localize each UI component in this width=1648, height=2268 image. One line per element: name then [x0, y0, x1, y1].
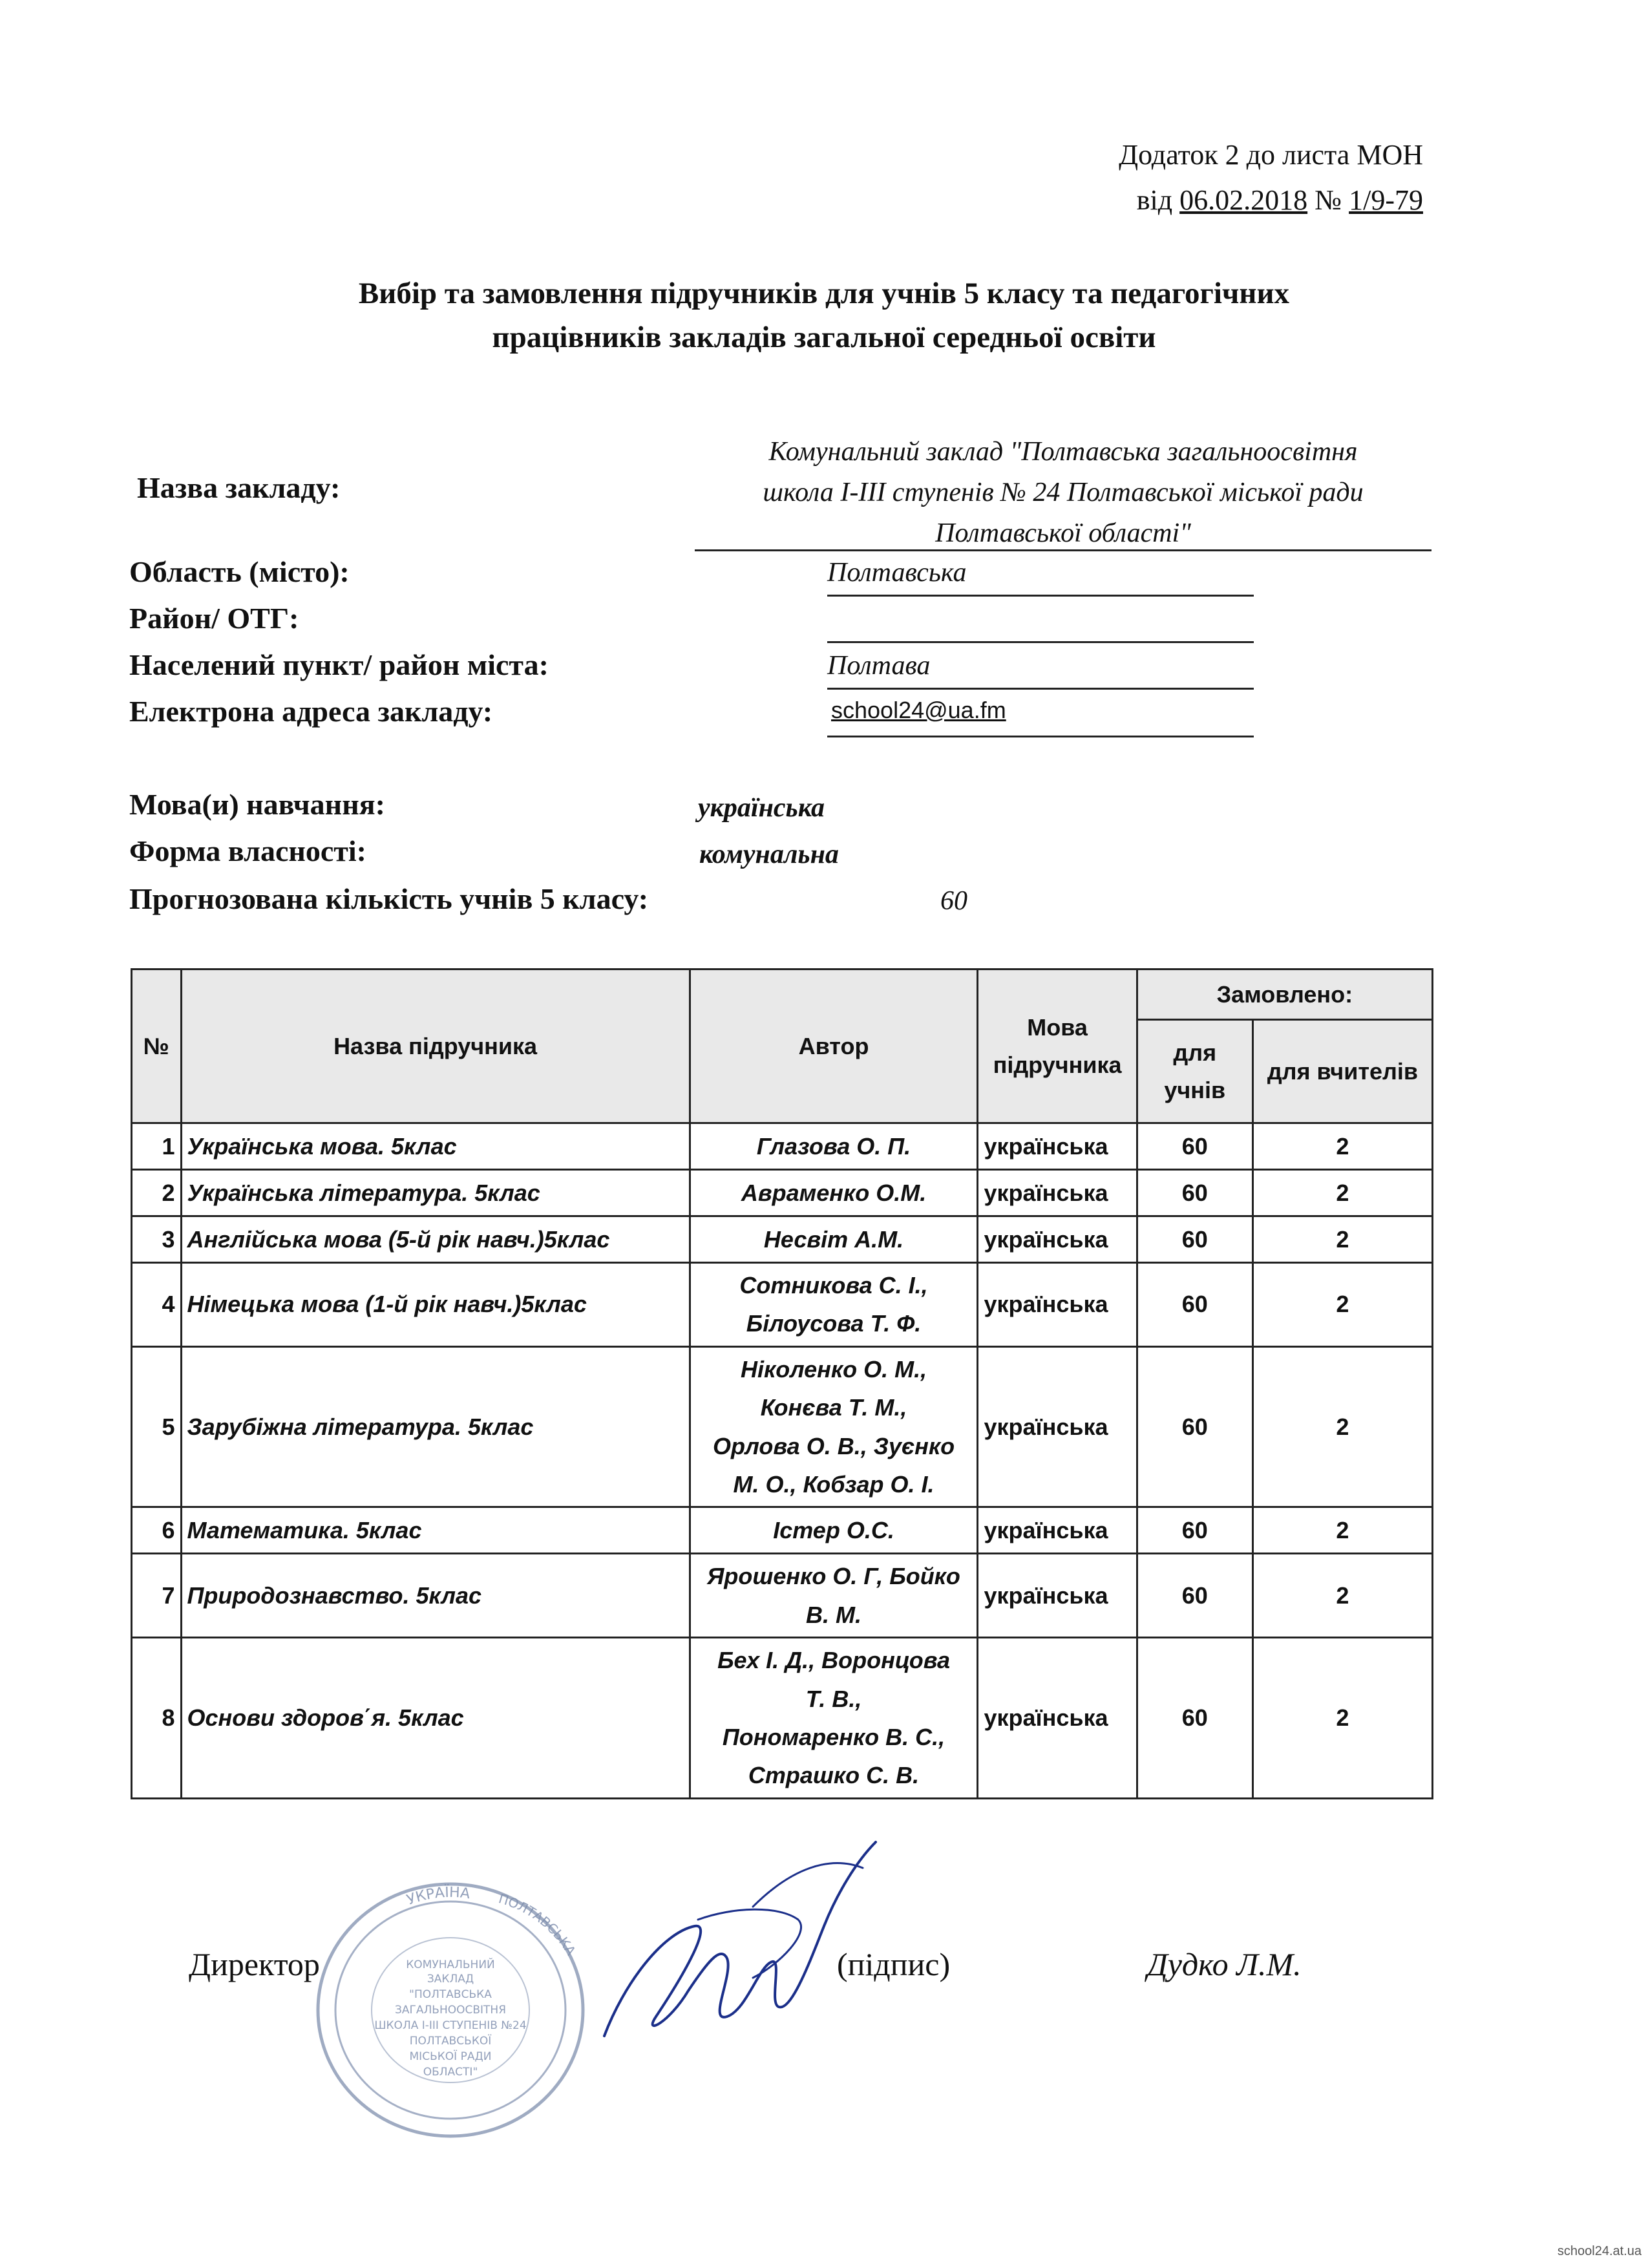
author-line: Ніколенко О. М.,: [740, 1355, 927, 1383]
seal-line-4: ЗАГАЛЬНООСВІТНЯ: [394, 2004, 507, 2017]
author-line: М. О., Кобзар О. І.: [733, 1470, 935, 1498]
row-title: Математика. 5клас: [181, 1507, 690, 1554]
director-name: Дудко Л.М.: [1147, 1946, 1302, 1982]
seal-line-1: КОМУНАЛЬНИЙ: [406, 1958, 495, 1971]
row-teachers-count: 2: [1252, 1170, 1432, 1216]
language-label: Мова(и) навчання:: [129, 788, 385, 821]
row-number: 7: [132, 1554, 182, 1638]
row-number: 6: [132, 1507, 182, 1554]
email-value-box: [827, 697, 1254, 737]
row-teachers-count: 2: [1252, 1346, 1432, 1507]
svg-text:ПОЛТАВСЬКА: [497, 1891, 579, 1958]
row-teachers-count: 2: [1252, 1216, 1432, 1263]
region-value: Полтавська: [827, 557, 1254, 597]
author-line: Ярошенко О. Г, Бойко: [707, 1563, 960, 1590]
header-ordered: Замовлено:: [1137, 970, 1432, 1020]
row-author: [690, 1638, 978, 1799]
ownership-value: комунальна: [699, 840, 839, 869]
seal-line-5: ШКОЛА І-ІІІ СТУПЕНІВ №24: [374, 2019, 527, 2032]
seal-line-8: ОБЛАСТІ": [423, 2066, 478, 2079]
seal-line-2: ЗАКЛАД: [427, 1973, 474, 1986]
row-language: українська: [978, 1123, 1137, 1170]
table-row: [132, 1638, 1433, 1799]
row-language: українська: [978, 1507, 1137, 1554]
table-row: [132, 1170, 1433, 1216]
seal-outer-right: ПОЛТАВСЬКА: [496, 1891, 579, 1958]
appendix-number: 1/9-79: [1349, 184, 1423, 217]
row-teachers-count: 2: [1252, 1554, 1432, 1638]
row-title: Німецька мова (1-й рік навч.)5клас: [181, 1263, 690, 1347]
author-line: Пономаренко В. С.,: [722, 1723, 945, 1750]
author-line: Конєва Т. М.,: [760, 1394, 907, 1421]
row-language: українська: [978, 1170, 1137, 1216]
ownership-label: Форма власності:: [129, 834, 366, 867]
appendix-date: 06.02.2018: [1179, 184, 1308, 217]
document-title: Вибір та замовлення підручників для учнів 5 класу та педагогічних працівників закладів загальної середньої освіти: [358, 277, 1290, 355]
header-title: Назва підручника: [181, 970, 690, 1123]
row-students-count: 60: [1137, 1123, 1252, 1170]
header-author: Автор: [690, 970, 978, 1123]
row-language: українська: [978, 1263, 1137, 1347]
row-number: 5: [132, 1346, 182, 1507]
region-label: Область (місто):: [129, 555, 350, 588]
school-name-value: Комунальний заклад "Полтавська загальноосвітня школа І-ІІІ ступенів № 24 Полтавської міської ради Полтавської області": [763, 437, 1364, 548]
seal-line-3: "ПОЛТАВСЬКА: [409, 1988, 492, 2001]
row-title: Англійська мова (5-й рік навч.)5клас: [181, 1216, 690, 1263]
row-students-count: 60: [1137, 1263, 1252, 1347]
row-teachers-count: 2: [1252, 1638, 1432, 1799]
author-line: Сотникова С. І.,: [739, 1272, 928, 1298]
footer-watermark: school24.at.ua: [1557, 2244, 1642, 2258]
row-author: [690, 1216, 978, 1263]
row-students-count: 60: [1137, 1170, 1252, 1216]
email-value[interactable]: school24@ua.fm: [831, 697, 1006, 723]
table-row: [132, 1346, 1433, 1507]
header-num: №: [132, 970, 182, 1123]
row-students-count: 60: [1137, 1554, 1252, 1638]
signature-hint: (підпис): [837, 1946, 951, 1982]
language-value: українська: [698, 793, 825, 823]
row-author: [690, 1123, 978, 1170]
author-line: Орлова О. В., Зуєнко: [712, 1432, 955, 1459]
seal-line-6: ПОЛТАВСЬКОЇ: [409, 2035, 492, 2048]
appendix-line-1: Додаток 2 до листа МОН: [1119, 139, 1423, 171]
appendix-line-2: від 06.02.2018 № 1/9-79: [1136, 184, 1423, 217]
author-line: Т. В.,: [805, 1685, 862, 1712]
row-teachers-count: 2: [1252, 1507, 1432, 1554]
row-number: 2: [132, 1170, 182, 1216]
row-teachers-count: 2: [1252, 1123, 1432, 1170]
locality-value: Полтава: [827, 650, 1254, 690]
header-language: Мова підручника: [978, 970, 1137, 1123]
students-count-label: Прогнозована кількість учнів 5 класу:: [129, 882, 649, 915]
row-author: [690, 1263, 978, 1347]
table-row: [132, 1123, 1433, 1170]
header-for-students: для учнів: [1137, 1020, 1252, 1123]
row-language: українська: [978, 1216, 1137, 1263]
locality-label: Населений пункт/ район міста:: [129, 648, 549, 681]
seal-outer-top: УКРАЇНА: [405, 1884, 471, 1909]
director-label: Директор: [189, 1946, 320, 1982]
row-number: 8: [132, 1638, 182, 1799]
row-students-count: 60: [1137, 1507, 1252, 1554]
author-line: Бех І. Д., Воронцова: [717, 1647, 951, 1674]
table-row: [132, 1263, 1433, 1347]
row-title: Українська література. 5клас: [181, 1170, 690, 1216]
students-count-value: 60: [940, 886, 967, 916]
row-title: Українська мова. 5клас: [181, 1123, 690, 1170]
district-value: [827, 604, 1254, 643]
author-line: Авраменко О.М.: [741, 1179, 927, 1206]
textbook-order-table: [131, 968, 1433, 1799]
author-line: Глазова О. П.: [756, 1132, 911, 1160]
author-line: Істер О.С.: [773, 1517, 894, 1544]
official-seal: [299, 1871, 602, 2149]
school-name-underline: [695, 549, 1431, 551]
row-author: [690, 1170, 978, 1216]
row-number: 1: [132, 1123, 182, 1170]
appendix-header: [1119, 132, 1423, 224]
table-row: [132, 1554, 1433, 1638]
row-author: [690, 1346, 978, 1507]
row-number: 4: [132, 1263, 182, 1347]
row-students-count: 60: [1137, 1346, 1252, 1507]
author-line: В. М.: [806, 1601, 862, 1628]
row-author: [690, 1507, 978, 1554]
row-number: 3: [132, 1216, 182, 1263]
author-line: Несвіт А.М.: [763, 1225, 904, 1253]
row-students-count: 60: [1137, 1638, 1252, 1799]
row-author: [690, 1554, 978, 1638]
row-teachers-count: 2: [1252, 1263, 1432, 1347]
table-row: [132, 1216, 1433, 1263]
row-language: українська: [978, 1638, 1137, 1799]
author-line: Страшко С. В.: [748, 1762, 920, 1789]
row-students-count: 60: [1137, 1216, 1252, 1263]
row-title: Природознавство. 5клас: [181, 1554, 690, 1638]
row-title: Зарубіжна література. 5клас: [181, 1346, 690, 1507]
seal-line-7: МІСЬКОЇ РАДИ: [409, 2050, 492, 2063]
row-language: українська: [978, 1554, 1137, 1638]
header-for-teachers: для вчителів: [1252, 1020, 1432, 1123]
row-language: українська: [978, 1346, 1137, 1507]
table-row: [132, 1507, 1433, 1554]
school-name-label: Назва закладу:: [137, 471, 341, 504]
author-line: Білоусова Т. Ф.: [746, 1310, 922, 1337]
row-title: Основи здоров΄я. 5клас: [181, 1638, 690, 1799]
district-label: Район/ ОТГ:: [129, 602, 299, 635]
email-label: Електрона адреса закладу:: [129, 695, 493, 728]
